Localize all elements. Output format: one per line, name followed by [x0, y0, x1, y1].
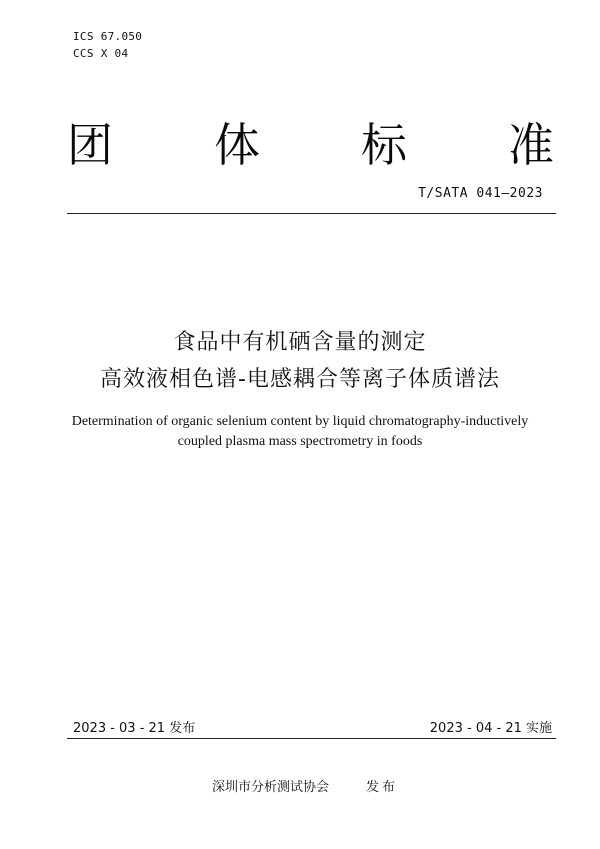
publish-date: 2023 - 03 - 21 发布 [73, 721, 196, 736]
ccs-code: CCS X 04 [73, 47, 129, 60]
standard-number: T/SATA 041—2023 [418, 186, 543, 201]
standard-type-char-2: 体 [214, 118, 260, 172]
publisher-action: 发布 [366, 780, 399, 795]
bottom-divider [67, 738, 556, 739]
standard-type-char-3: 标 [361, 118, 407, 172]
title-zh-line-2: 高效液相色谱-电感耦合等离子体质谱法 [100, 367, 500, 392]
title-zh-line-1: 食品中有机硒含量的测定 [173, 330, 427, 355]
top-divider [67, 213, 556, 214]
title-en-line-2: coupled plasma mass spectrometry in foods [177, 434, 423, 449]
title-en-line-1: Determination of organic selenium content by liquid chromatography-inductively [71, 414, 529, 429]
standard-type-char-4: 准 [508, 118, 554, 172]
implementation-date: 2023 - 04 - 21 实施 [429, 721, 552, 736]
publisher-name: 深圳市分析测试协会 [212, 780, 330, 795]
ics-code: ICS 67.050 [73, 30, 143, 43]
standard-type-char-1: 团 [67, 118, 113, 172]
